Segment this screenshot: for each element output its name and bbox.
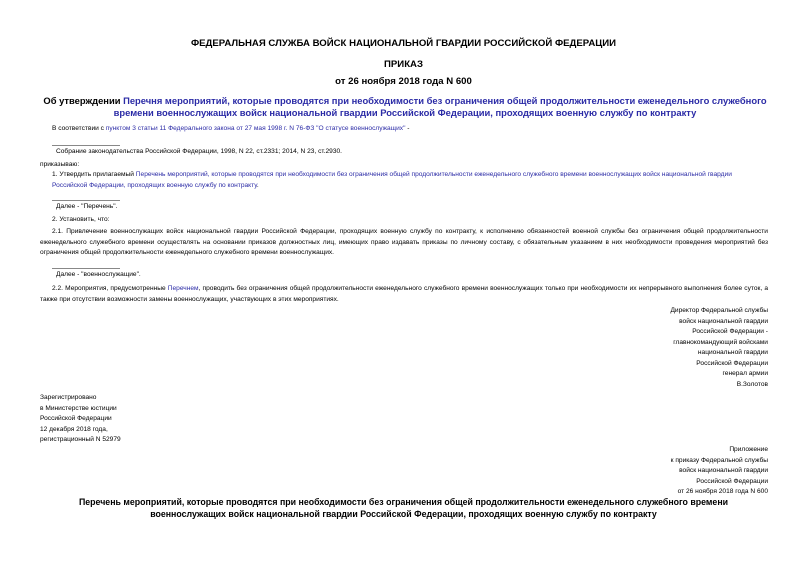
preamble-prefix: В соответствии с — [52, 125, 106, 132]
list-title — [0, 497, 807, 520]
appendix-block — [560, 445, 768, 498]
footnote-divider — [52, 145, 120, 146]
appendix-line: войск национальной гвардии — [679, 467, 768, 474]
appendix-line: от 26 ноября 2018 года N 600 — [677, 488, 768, 495]
preamble-suffix: - — [405, 125, 410, 132]
item-2-1-prefix: 2.1. Привлечение военнослужащих войск национальной гвардии Российской Федерации, проходящих военную службу по контракту — [52, 228, 476, 235]
signature-line: Российской Федерации - — [692, 328, 768, 335]
footnote-divider — [52, 200, 120, 201]
order-word: приказываю: — [40, 161, 80, 168]
appendix-line: Российской Федерации — [696, 477, 768, 485]
item-1 — [52, 170, 768, 191]
preamble — [52, 124, 772, 135]
footnote-2: Далее - "Перечень". — [56, 203, 118, 210]
signature-line: В.Золотов — [736, 380, 768, 388]
registration-line: 12 декабря 2018 года, — [40, 425, 108, 433]
subject-prefix: Об утверждении — [43, 95, 124, 106]
item-2-2-prefix: 2.2. Мероприятия, предусмотренные — [52, 285, 168, 292]
item-1-link[interactable]: Перечень мероприятий, которые проводятся при необходимости без ограничения общей продолжительности еженедельного служебного времени военнослужащих войск национальной гвардии Российской Федерации, проходящих военную службу по контракту — [52, 171, 732, 189]
subject-heading — [30, 95, 780, 119]
item-2-2-suffix: , проводить без ограничения общей продолжительности еженедельного служебного времени военнослужащих только при необходимости их непрерывного выполнения более суток, а также при отсутствии возможности замены военнослужащих, участвующих в этих мероприятиях. — [40, 285, 768, 303]
item-2: 2. Установить, что: — [52, 216, 110, 223]
subject-link[interactable]: Перечня мероприятий, которые проводятся при необходимости без ограничения общей продолжительности еженедельного служебного времени военнослужащих войск национальной гвардии Российской Федерации, проходящих военную службу по контракту — [113, 95, 767, 118]
registration-line: в Министерстве юстиции — [40, 404, 117, 412]
signature-line: войск национальной гвардии — [679, 317, 768, 325]
date-number-heading: от 26 ноября 2018 года N 600 — [335, 76, 472, 87]
list-title-line: военнослужащих войск национальной гвардии Российской Федерации, проходящих военную службу по контракту — [150, 508, 657, 519]
registration-line: регистрационный N 52979 — [40, 436, 121, 443]
registration-line: Российской Федерации — [40, 415, 112, 422]
signature-block — [560, 306, 768, 390]
signature-line: главнокомандующий войсками — [673, 338, 768, 346]
signature-line: национальной гвардии — [697, 349, 768, 356]
appendix-line: к приказу Федеральной службы — [670, 456, 768, 464]
item-1-suffix: . — [256, 181, 259, 189]
item-1-prefix: 1. Утвердить прилагаемый — [52, 171, 136, 178]
item-2-1 — [40, 227, 768, 259]
item-2-1-suffix: , к исполнению обязанностей военной службы без ограничения общей продолжительности еженедельного служебного времени осуществлять на основании приказов должностных лиц, имеющих право издавать приказы по личному составу, с обязательным указанием в них необходимости проведения мероприятий без ограничения общей продолжительности еженедельного служебного времени военнослужащих. — [40, 228, 768, 256]
footnote-divider — [52, 268, 120, 269]
doc-type-heading: ПРИКАЗ — [384, 59, 423, 70]
footnote-1: Собрание законодательства Российской Федерации, 1998, N 22, ст.2331; 2014, N 23, ст.2930. — [56, 148, 343, 155]
item-2-2 — [40, 284, 768, 305]
signature-line: Директор Федеральной службы — [670, 307, 768, 314]
agency-heading: ФЕДЕРАЛЬНАЯ СЛУЖБА ВОЙСК НАЦИОНАЛЬНОЙ ГВАРДИИ РОССИЙСКОЙ ФЕДЕРАЦИИ — [190, 38, 617, 49]
signature-line: генерал армии — [722, 370, 768, 377]
footnote-3: Далее - "военнослужащие". — [56, 271, 141, 278]
registration-block — [40, 393, 280, 446]
appendix-line: Приложение — [729, 446, 768, 453]
signature-line: Российской Федерации — [696, 359, 768, 367]
list-title-line: Перечень мероприятий, которые проводятся при необходимости без ограничения общей продолжительности еженедельного служебного времени — [78, 497, 729, 507]
item-2-2-link[interactable]: Перечнем — [167, 285, 199, 292]
preamble-link[interactable]: пунктом 3 статьи 11 Федерального закона от 27 мая 1998 г. N 76-ФЗ "О статусе военнослужащих" — [105, 125, 406, 132]
registration-line: Зарегистрировано — [40, 394, 97, 401]
